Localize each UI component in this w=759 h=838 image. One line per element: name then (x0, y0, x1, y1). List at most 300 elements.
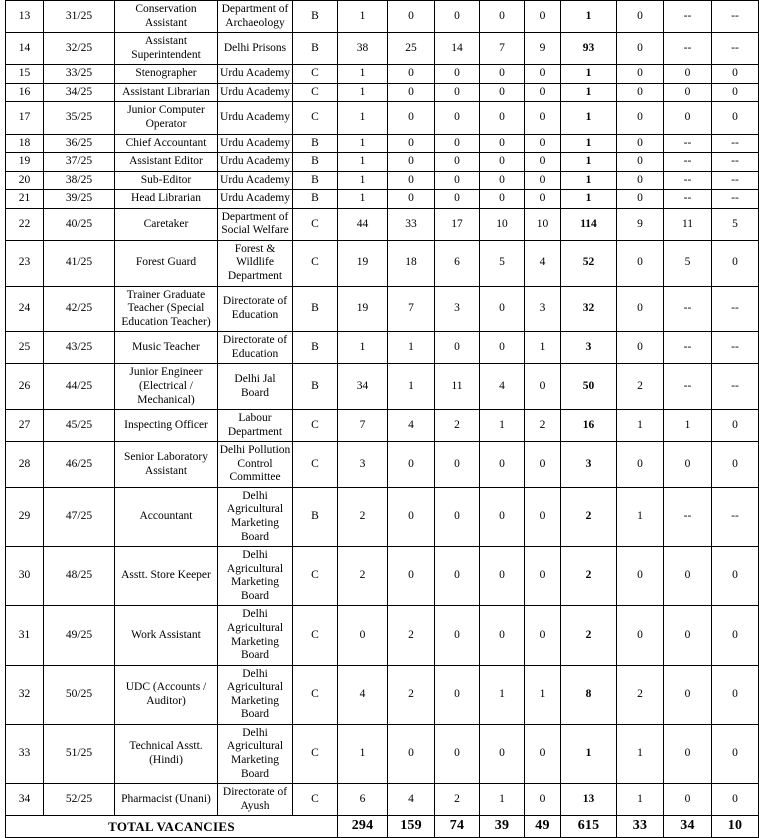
cell-obc: 0 (480, 487, 525, 546)
cell-department: Delhi Prisons (218, 33, 293, 65)
table-row (6, 190, 759, 209)
cell-ur: 1 (338, 65, 388, 84)
cell-ews: 0 (525, 442, 561, 488)
table-row (6, 547, 759, 606)
cell-ur: 1 (338, 724, 388, 783)
cell-exsm: -- (664, 153, 712, 172)
cell-group: B (293, 134, 338, 153)
cell-exsm: 0 (664, 83, 712, 102)
cell-sc: 0 (388, 547, 435, 606)
cell-ur: 1 (338, 83, 388, 102)
cell-post-name: Trainer Graduate Teacher (Special Education Teacher) (115, 286, 218, 332)
cell-pwbd: 0 (617, 33, 664, 65)
table-row (6, 410, 759, 442)
cell-post-name: Stenographer (115, 65, 218, 84)
cell-group: C (293, 724, 338, 783)
cell-ur: 2 (338, 547, 388, 606)
cell-department: Urdu Academy (218, 83, 293, 102)
cell-st: 3 (435, 286, 480, 332)
cell-exsm: -- (664, 171, 712, 190)
cell-ews: 0 (525, 784, 561, 816)
cell-department: Urdu Academy (218, 134, 293, 153)
cell-post-code: 35/25 (44, 102, 115, 134)
cell-sno: 15 (6, 65, 44, 84)
cell-ur: 44 (338, 208, 388, 240)
cell-sno: 25 (6, 332, 44, 364)
cell-group: C (293, 65, 338, 84)
cell-exsm: 0 (664, 442, 712, 488)
cell-ews: 0 (525, 83, 561, 102)
cell-post-name: Asstt. Store Keeper (115, 547, 218, 606)
cell-exsm: 0 (664, 102, 712, 134)
cell-other: -- (712, 332, 759, 364)
cell-st: 0 (435, 134, 480, 153)
cell-group: B (293, 1, 338, 33)
cell-group: C (293, 442, 338, 488)
cell-sno: 19 (6, 153, 44, 172)
cell-other: 0 (712, 665, 759, 724)
cell-other: -- (712, 1, 759, 33)
vacancy-table (5, 0, 759, 838)
cell-department: Department of Social Welfare (218, 208, 293, 240)
total-cell-ews: 49 (525, 816, 561, 838)
cell-group: C (293, 83, 338, 102)
cell-ur: 1 (338, 190, 388, 209)
cell-sc: 0 (388, 102, 435, 134)
cell-total: 3 (561, 442, 617, 488)
cell-st: 0 (435, 665, 480, 724)
cell-obc: 0 (480, 134, 525, 153)
cell-sno: 26 (6, 364, 44, 410)
cell-sno: 16 (6, 83, 44, 102)
table-row (6, 171, 759, 190)
cell-post-name: Assistant Superintendent (115, 33, 218, 65)
cell-department: Labour Department (218, 410, 293, 442)
cell-ur: 38 (338, 33, 388, 65)
cell-obc: 0 (480, 65, 525, 84)
cell-total: 1 (561, 190, 617, 209)
total-cell-ur: 294 (338, 816, 388, 838)
cell-st: 0 (435, 190, 480, 209)
total-vacancies-label: TOTAL VACANCIES (6, 816, 338, 838)
cell-total: 1 (561, 171, 617, 190)
cell-department: Delhi Pollution Control Committee (218, 442, 293, 488)
cell-obc: 1 (480, 784, 525, 816)
total-cell-pwbd: 33 (617, 816, 664, 838)
cell-sno: 23 (6, 240, 44, 286)
cell-obc: 1 (480, 665, 525, 724)
cell-post-name: Forest Guard (115, 240, 218, 286)
cell-sno: 17 (6, 102, 44, 134)
cell-group: C (293, 208, 338, 240)
cell-ews: 0 (525, 153, 561, 172)
cell-group: C (293, 102, 338, 134)
cell-other: -- (712, 286, 759, 332)
cell-sno: 14 (6, 33, 44, 65)
cell-sno: 20 (6, 171, 44, 190)
cell-ur: 3 (338, 442, 388, 488)
cell-post-code: 51/25 (44, 724, 115, 783)
cell-ur: 1 (338, 1, 388, 33)
cell-department: Urdu Academy (218, 190, 293, 209)
cell-total: 50 (561, 364, 617, 410)
cell-ur: 2 (338, 487, 388, 546)
cell-exsm: -- (664, 134, 712, 153)
cell-total: 8 (561, 665, 617, 724)
cell-other: 5 (712, 208, 759, 240)
cell-exsm: 0 (664, 724, 712, 783)
cell-post-code: 31/25 (44, 1, 115, 33)
cell-other: -- (712, 171, 759, 190)
cell-sc: 0 (388, 65, 435, 84)
cell-department: Delhi Agricultural Marketing Board (218, 547, 293, 606)
cell-ews: 0 (525, 606, 561, 665)
cell-department: Delhi Jal Board (218, 364, 293, 410)
cell-ews: 9 (525, 33, 561, 65)
cell-pwbd: 0 (617, 190, 664, 209)
cell-department: Department of Archaeology (218, 1, 293, 33)
cell-ews: 0 (525, 65, 561, 84)
cell-post-code: 49/25 (44, 606, 115, 665)
cell-other: -- (712, 33, 759, 65)
cell-pwbd: 0 (617, 240, 664, 286)
cell-obc: 0 (480, 724, 525, 783)
cell-post-code: 41/25 (44, 240, 115, 286)
cell-total: 2 (561, 606, 617, 665)
cell-sc: 1 (388, 332, 435, 364)
cell-pwbd: 0 (617, 606, 664, 665)
cell-post-name: Sub-Editor (115, 171, 218, 190)
cell-exsm: 0 (664, 65, 712, 84)
cell-post-code: 45/25 (44, 410, 115, 442)
cell-other: 0 (712, 410, 759, 442)
cell-group: C (293, 240, 338, 286)
cell-group: B (293, 332, 338, 364)
cell-st: 0 (435, 83, 480, 102)
cell-exsm: -- (664, 286, 712, 332)
cell-total: 32 (561, 286, 617, 332)
cell-other: 0 (712, 83, 759, 102)
cell-other: -- (712, 134, 759, 153)
cell-group: B (293, 364, 338, 410)
cell-sc: 0 (388, 83, 435, 102)
cell-sc: 0 (388, 487, 435, 546)
cell-pwbd: 1 (617, 487, 664, 546)
cell-other: 0 (712, 65, 759, 84)
table-row (6, 153, 759, 172)
cell-pwbd: 0 (617, 83, 664, 102)
cell-sc: 0 (388, 153, 435, 172)
cell-st: 0 (435, 171, 480, 190)
cell-post-name: Assistant Editor (115, 153, 218, 172)
cell-ur: 1 (338, 134, 388, 153)
cell-pwbd: 9 (617, 208, 664, 240)
cell-sno: 34 (6, 784, 44, 816)
cell-pwbd: 0 (617, 332, 664, 364)
cell-ur: 6 (338, 784, 388, 816)
cell-group: C (293, 665, 338, 724)
cell-ews: 0 (525, 547, 561, 606)
table-row (6, 606, 759, 665)
cell-exsm: -- (664, 487, 712, 546)
cell-st: 6 (435, 240, 480, 286)
cell-post-name: Junior Engineer (Electrical / Mechanical) (115, 364, 218, 410)
cell-other: -- (712, 153, 759, 172)
cell-pwbd: 0 (617, 547, 664, 606)
cell-sc: 4 (388, 410, 435, 442)
cell-other: -- (712, 487, 759, 546)
cell-st: 2 (435, 410, 480, 442)
cell-sc: 1 (388, 364, 435, 410)
cell-sno: 21 (6, 190, 44, 209)
cell-sc: 0 (388, 171, 435, 190)
cell-ews: 0 (525, 190, 561, 209)
cell-post-name: Junior Computer Operator (115, 102, 218, 134)
cell-st: 11 (435, 364, 480, 410)
cell-obc: 1 (480, 410, 525, 442)
cell-post-code: 50/25 (44, 665, 115, 724)
cell-obc: 0 (480, 547, 525, 606)
cell-exsm: 0 (664, 784, 712, 816)
cell-st: 0 (435, 1, 480, 33)
cell-obc: 0 (480, 442, 525, 488)
table-row (6, 442, 759, 488)
cell-exsm: 0 (664, 606, 712, 665)
cell-department: Delhi Agricultural Marketing Board (218, 724, 293, 783)
cell-sc: 0 (388, 724, 435, 783)
cell-st: 0 (435, 102, 480, 134)
cell-group: C (293, 606, 338, 665)
cell-other: 0 (712, 547, 759, 606)
cell-group: B (293, 33, 338, 65)
cell-exsm: -- (664, 332, 712, 364)
cell-sno: 27 (6, 410, 44, 442)
cell-sc: 2 (388, 606, 435, 665)
cell-post-name: Pharmacist (Unani) (115, 784, 218, 816)
cell-other: 0 (712, 784, 759, 816)
total-cell-st: 74 (435, 816, 480, 838)
cell-sc: 33 (388, 208, 435, 240)
table-row (6, 332, 759, 364)
table-row (6, 364, 759, 410)
cell-post-code: 52/25 (44, 784, 115, 816)
cell-group: B (293, 171, 338, 190)
cell-ews: 0 (525, 1, 561, 33)
cell-post-name: UDC (Accounts / Auditor) (115, 665, 218, 724)
cell-exsm: -- (664, 33, 712, 65)
cell-post-code: 46/25 (44, 442, 115, 488)
total-vacancies-row (6, 816, 759, 838)
cell-st: 2 (435, 784, 480, 816)
cell-other: 0 (712, 102, 759, 134)
table-row (6, 134, 759, 153)
cell-sc: 25 (388, 33, 435, 65)
cell-exsm: 0 (664, 547, 712, 606)
cell-post-code: 36/25 (44, 134, 115, 153)
cell-sno: 29 (6, 487, 44, 546)
cell-post-code: 39/25 (44, 190, 115, 209)
cell-total: 1 (561, 724, 617, 783)
cell-ews: 0 (525, 487, 561, 546)
cell-sc: 0 (388, 134, 435, 153)
cell-total: 1 (561, 1, 617, 33)
cell-post-code: 42/25 (44, 286, 115, 332)
cell-department: Delhi Agricultural Marketing Board (218, 665, 293, 724)
cell-department: Urdu Academy (218, 65, 293, 84)
cell-department: Delhi Agricultural Marketing Board (218, 606, 293, 665)
cell-group: C (293, 547, 338, 606)
cell-pwbd: 0 (617, 286, 664, 332)
table-row (6, 33, 759, 65)
cell-post-name: Senior Laboratory Assistant (115, 442, 218, 488)
table-row (6, 240, 759, 286)
cell-obc: 0 (480, 83, 525, 102)
cell-total: 1 (561, 153, 617, 172)
cell-total: 16 (561, 410, 617, 442)
cell-pwbd: 2 (617, 665, 664, 724)
cell-other: -- (712, 364, 759, 410)
table-row (6, 724, 759, 783)
table-row (6, 665, 759, 724)
cell-ews: 2 (525, 410, 561, 442)
cell-other: 0 (712, 724, 759, 783)
cell-st: 0 (435, 65, 480, 84)
cell-exsm: 0 (664, 665, 712, 724)
cell-sno: 22 (6, 208, 44, 240)
cell-department: Directorate of Education (218, 332, 293, 364)
cell-pwbd: 2 (617, 364, 664, 410)
cell-post-name: Accountant (115, 487, 218, 546)
cell-post-name: Inspecting Officer (115, 410, 218, 442)
total-cell-obc: 39 (480, 816, 525, 838)
vacancy-table-body (6, 1, 759, 838)
cell-st: 0 (435, 442, 480, 488)
cell-sno: 18 (6, 134, 44, 153)
table-row (6, 286, 759, 332)
cell-ur: 1 (338, 153, 388, 172)
cell-obc: 0 (480, 171, 525, 190)
table-row (6, 487, 759, 546)
cell-pwbd: 1 (617, 724, 664, 783)
cell-total: 1 (561, 65, 617, 84)
cell-st: 0 (435, 153, 480, 172)
table-row (6, 208, 759, 240)
cell-st: 0 (435, 547, 480, 606)
cell-other: 0 (712, 442, 759, 488)
cell-post-name: Head Librarian (115, 190, 218, 209)
cell-post-name: Caretaker (115, 208, 218, 240)
cell-sc: 7 (388, 286, 435, 332)
cell-ur: 19 (338, 286, 388, 332)
cell-st: 0 (435, 332, 480, 364)
cell-group: C (293, 410, 338, 442)
cell-ews: 3 (525, 286, 561, 332)
cell-post-name: Assistant Librarian (115, 83, 218, 102)
cell-ews: 1 (525, 332, 561, 364)
cell-ews: 4 (525, 240, 561, 286)
cell-pwbd: 0 (617, 442, 664, 488)
total-cell-exsm: 34 (664, 816, 712, 838)
cell-total: 3 (561, 332, 617, 364)
cell-sc: 0 (388, 1, 435, 33)
table-row (6, 102, 759, 134)
cell-sno: 33 (6, 724, 44, 783)
cell-obc: 0 (480, 286, 525, 332)
cell-ur: 1 (338, 102, 388, 134)
cell-pwbd: 1 (617, 784, 664, 816)
cell-ur: 0 (338, 606, 388, 665)
cell-st: 0 (435, 724, 480, 783)
cell-obc: 4 (480, 364, 525, 410)
total-cell-sc: 159 (388, 816, 435, 838)
cell-pwbd: 0 (617, 153, 664, 172)
cell-total: 13 (561, 784, 617, 816)
cell-department: Directorate of Education (218, 286, 293, 332)
cell-group: B (293, 286, 338, 332)
cell-ews: 0 (525, 724, 561, 783)
cell-post-code: 43/25 (44, 332, 115, 364)
cell-sno: 28 (6, 442, 44, 488)
cell-exsm: -- (664, 364, 712, 410)
cell-obc: 7 (480, 33, 525, 65)
cell-group: B (293, 487, 338, 546)
cell-group: B (293, 190, 338, 209)
cell-group: C (293, 784, 338, 816)
cell-department: Urdu Academy (218, 171, 293, 190)
cell-exsm: 5 (664, 240, 712, 286)
cell-post-code: 48/25 (44, 547, 115, 606)
cell-ews: 10 (525, 208, 561, 240)
cell-post-code: 33/25 (44, 65, 115, 84)
cell-post-name: Technical Asstt. (Hindi) (115, 724, 218, 783)
cell-sc: 0 (388, 442, 435, 488)
cell-total: 52 (561, 240, 617, 286)
cell-ews: 0 (525, 364, 561, 410)
cell-ur: 7 (338, 410, 388, 442)
cell-pwbd: 1 (617, 410, 664, 442)
table-row (6, 784, 759, 816)
total-cell-total: 615 (561, 816, 617, 838)
cell-ews: 1 (525, 665, 561, 724)
cell-pwbd: 0 (617, 1, 664, 33)
cell-obc: 0 (480, 1, 525, 33)
cell-st: 0 (435, 487, 480, 546)
cell-total: 1 (561, 83, 617, 102)
cell-pwbd: 0 (617, 134, 664, 153)
cell-department: Directorate of Ayush (218, 784, 293, 816)
cell-post-code: 34/25 (44, 83, 115, 102)
cell-sc: 4 (388, 784, 435, 816)
cell-post-code: 32/25 (44, 33, 115, 65)
cell-ur: 1 (338, 171, 388, 190)
table-row (6, 1, 759, 33)
cell-sno: 24 (6, 286, 44, 332)
cell-ews: 0 (525, 134, 561, 153)
cell-sno: 31 (6, 606, 44, 665)
cell-department: Forest & Wildlife Department (218, 240, 293, 286)
cell-post-code: 44/25 (44, 364, 115, 410)
cell-department: Delhi Agricultural Marketing Board (218, 487, 293, 546)
cell-sno: 13 (6, 1, 44, 33)
cell-pwbd: 0 (617, 102, 664, 134)
cell-pwbd: 0 (617, 171, 664, 190)
cell-department: Urdu Academy (218, 153, 293, 172)
cell-ews: 0 (525, 102, 561, 134)
table-row (6, 65, 759, 84)
cell-department: Urdu Academy (218, 102, 293, 134)
cell-ews: 0 (525, 171, 561, 190)
cell-exsm: 1 (664, 410, 712, 442)
